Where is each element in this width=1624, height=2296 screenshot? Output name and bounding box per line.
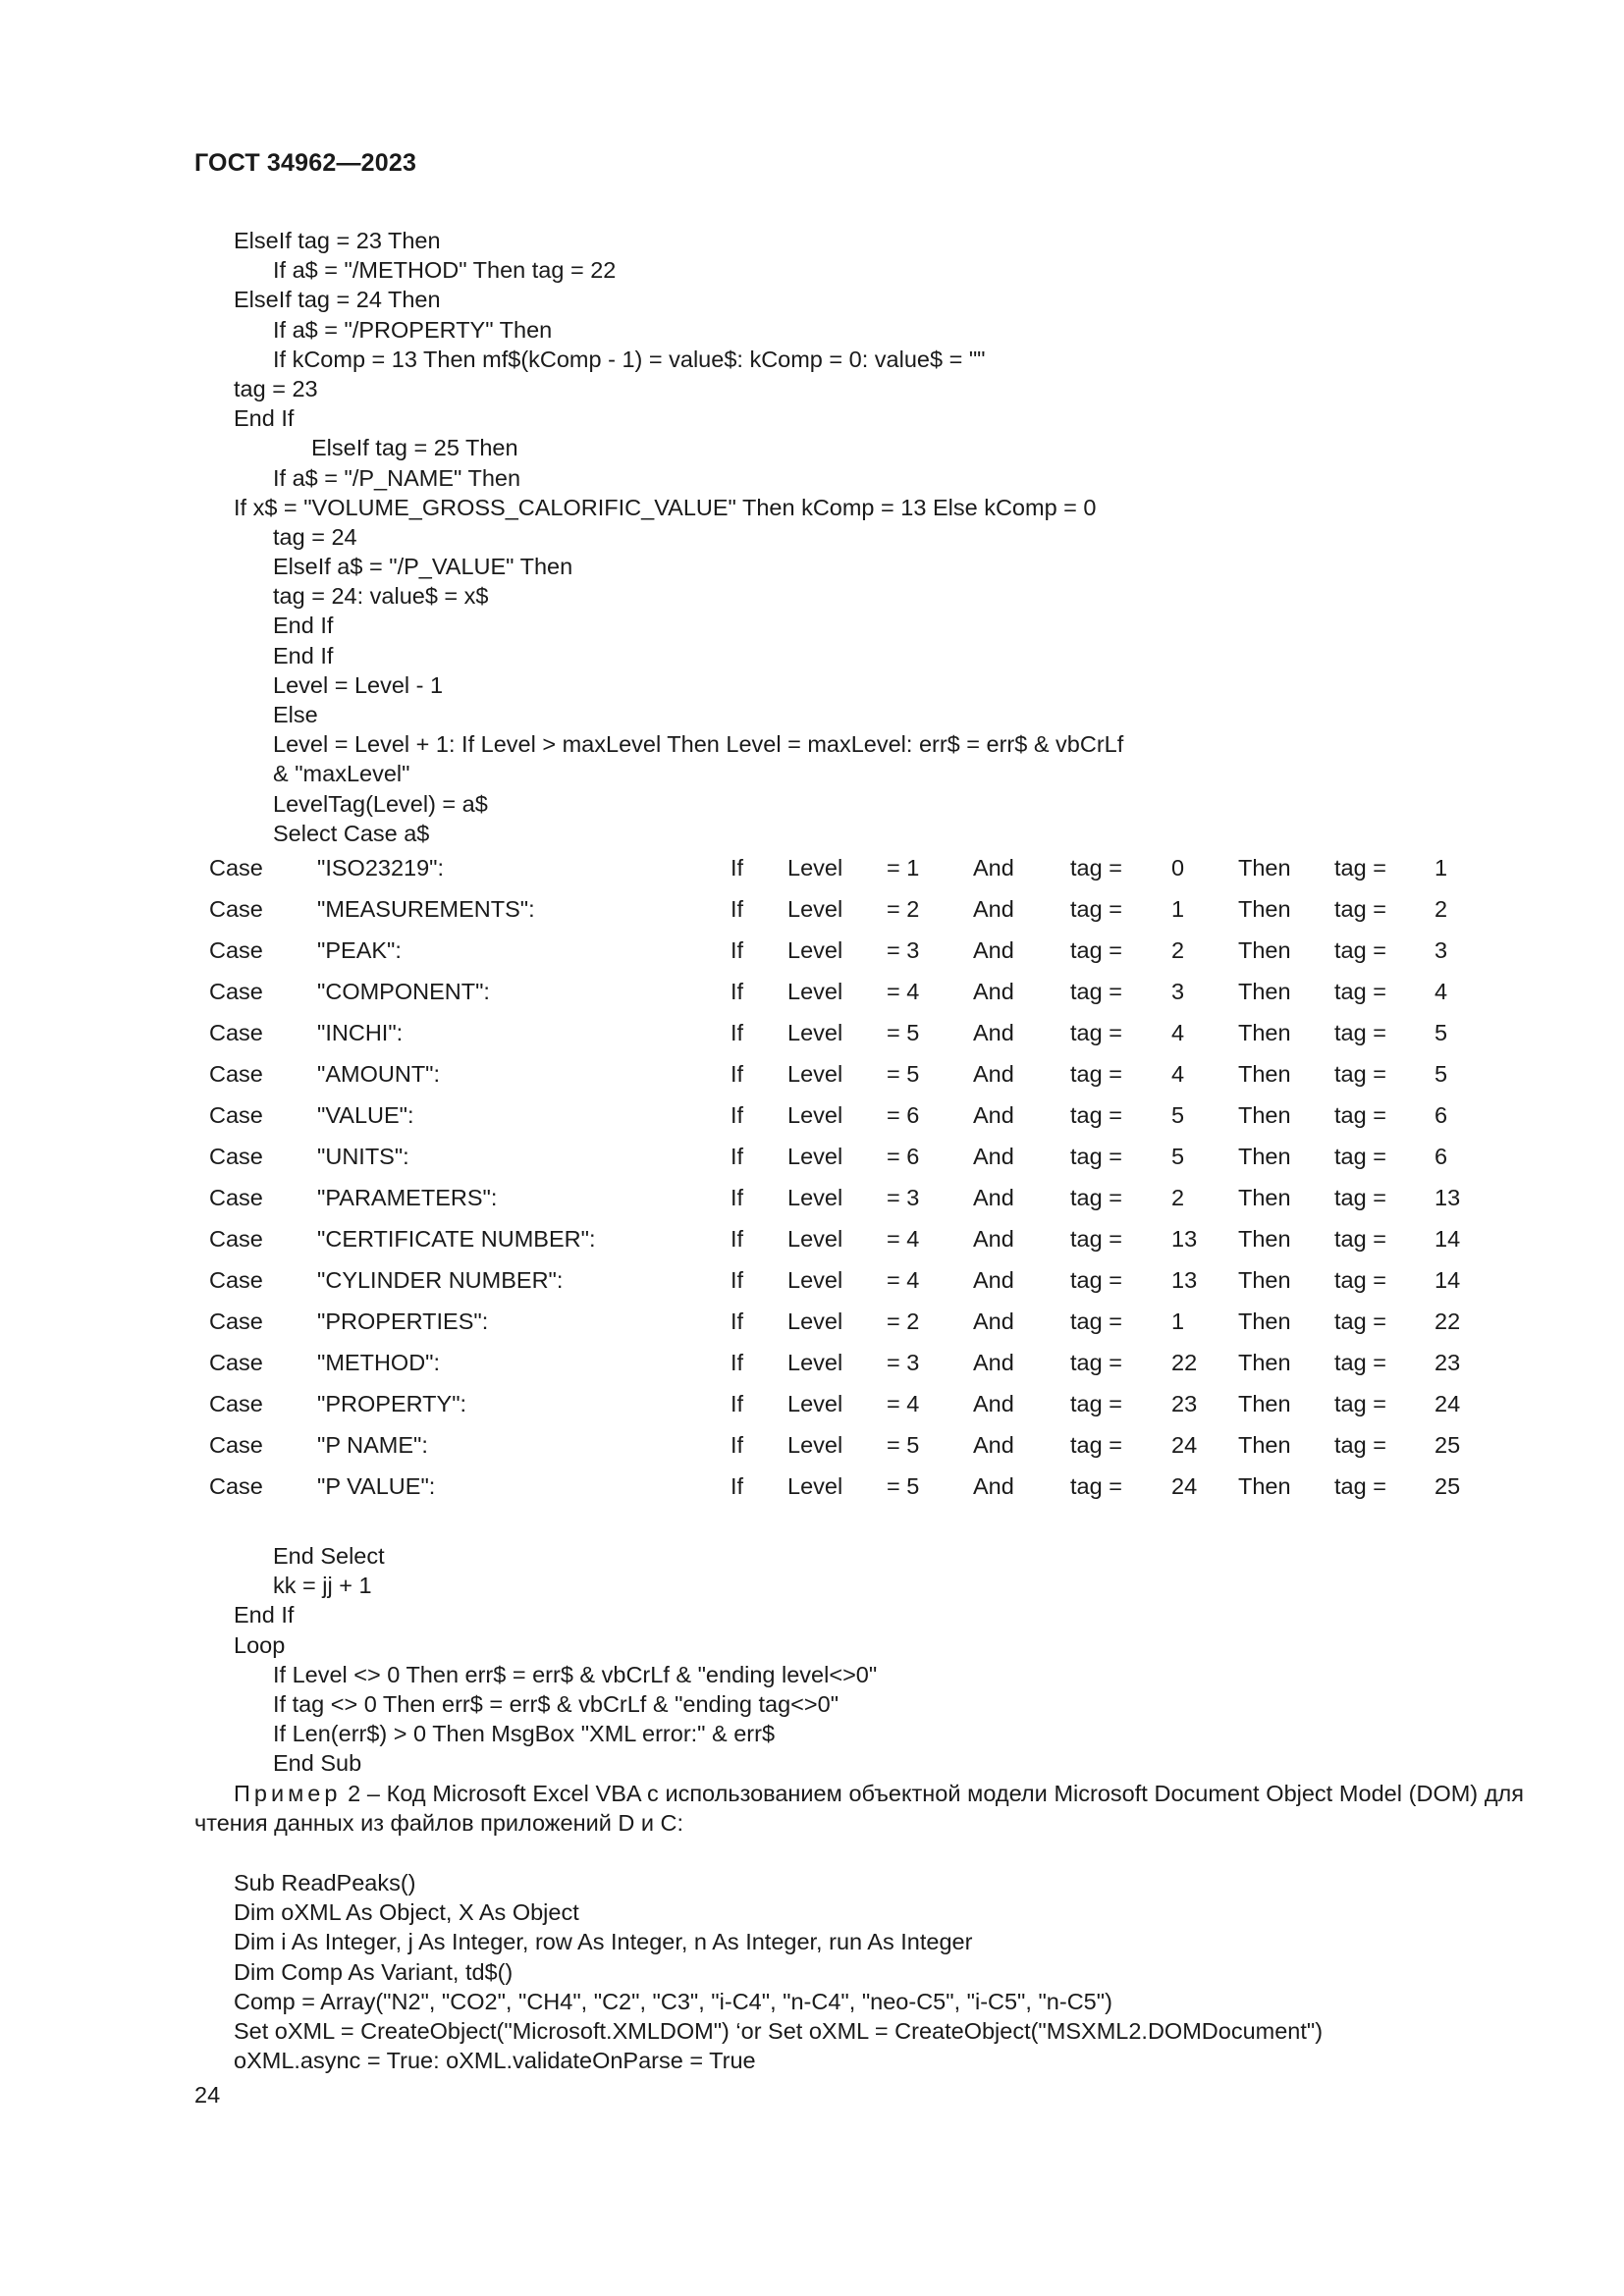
case-cell-kw: Case: [209, 1226, 263, 1252]
case-cell-tv2: 2: [1435, 896, 1448, 922]
case-cell-tag2: tag =: [1334, 1267, 1386, 1293]
case-cell-tv: 2: [1171, 1185, 1185, 1210]
case-cell-then: Then: [1238, 1061, 1291, 1087]
case-cell-level: Level: [787, 855, 843, 881]
code-line: Dim i As Integer, j As Integer, row As Integer, n As Integer, run As Integer: [234, 1929, 973, 1955]
code-line: ElseIf a$ = "/P_VALUE" Then: [273, 554, 573, 580]
case-cell-tag: tag =: [1070, 979, 1122, 1004]
case-cell-tv2: 5: [1435, 1020, 1448, 1045]
case-cell-name: "AMOUNT":: [317, 1061, 441, 1087]
case-cell-name: "P VALUE":: [317, 1473, 436, 1499]
case-row: [209, 1061, 1486, 1102]
case-cell-tag: tag =: [1070, 896, 1122, 922]
case-cell-tv: 1: [1171, 896, 1185, 922]
case-row: [209, 1267, 1486, 1308]
case-cell-and: And: [973, 1308, 1014, 1334]
case-cell-kw: Case: [209, 1391, 263, 1416]
case-cell-if: If: [731, 896, 744, 922]
case-row: [209, 1144, 1486, 1185]
case-cell-tv: 13: [1171, 1226, 1198, 1252]
case-cell-and: And: [973, 896, 1014, 922]
case-cell-tv: 0: [1171, 855, 1185, 881]
case-cell-tag: tag =: [1070, 1144, 1122, 1169]
code-line: Level = Level + 1: If Level > maxLevel Then Level = maxLevel: err$ = err$ & vbCrLf: [273, 731, 1124, 758]
case-cell-tag2: tag =: [1334, 1185, 1386, 1210]
case-cell-name: "CYLINDER NUMBER":: [317, 1267, 564, 1293]
case-cell-kw: Case: [209, 1020, 263, 1045]
case-cell-eq: = 2: [887, 1308, 920, 1334]
case-cell-and: And: [973, 1061, 1014, 1087]
case-cell-if: If: [731, 1432, 744, 1458]
example-label: Пример: [234, 1781, 342, 1806]
case-row: [209, 1432, 1486, 1473]
case-cell-tag: tag =: [1070, 1391, 1122, 1416]
case-cell-and: And: [973, 1391, 1014, 1416]
case-cell-level: Level: [787, 979, 843, 1004]
case-cell-and: And: [973, 937, 1014, 963]
case-cell-name: "PROPERTIES":: [317, 1308, 489, 1334]
case-cell-name: "MEASUREMENTS":: [317, 896, 535, 922]
case-cell-tv: 4: [1171, 1061, 1185, 1087]
case-cell-if: If: [731, 1102, 744, 1128]
case-cell-eq: = 3: [887, 1350, 920, 1375]
case-cell-kw: Case: [209, 1432, 263, 1458]
case-cell-level: Level: [787, 1267, 843, 1293]
case-cell-then: Then: [1238, 1102, 1291, 1128]
code-line: If x$ = "VOLUME_GROSS_CALORIFIC_VALUE" Then kComp = 13 Else kComp = 0: [234, 494, 1097, 520]
case-cell-then: Then: [1238, 1473, 1291, 1499]
case-cell-level: Level: [787, 937, 843, 963]
case-cell-tag: tag =: [1070, 1473, 1122, 1499]
case-cell-tag2: tag =: [1334, 1308, 1386, 1334]
case-row: [209, 1350, 1486, 1391]
case-cell-and: And: [973, 855, 1014, 881]
case-cell-level: Level: [787, 1308, 843, 1334]
case-cell-tag2: tag =: [1334, 1473, 1386, 1499]
code-line: tag = 24: value$ = x$: [273, 583, 489, 610]
case-row: [209, 1185, 1486, 1226]
case-cell-eq: = 5: [887, 1432, 920, 1458]
case-cell-then: Then: [1238, 1020, 1291, 1045]
case-cell-tv: 5: [1171, 1102, 1185, 1128]
case-cell-tv2: 3: [1435, 937, 1448, 963]
case-row: [209, 1020, 1486, 1061]
case-cell-tag2: tag =: [1334, 1350, 1386, 1375]
case-cell-tv: 2: [1171, 937, 1185, 963]
case-cell-tv2: 24: [1435, 1391, 1461, 1416]
case-cell-eq: = 1: [887, 855, 920, 881]
case-cell-and: And: [973, 1267, 1014, 1293]
case-cell-and: And: [973, 1185, 1014, 1210]
case-cell-level: Level: [787, 1102, 843, 1128]
case-cell-if: If: [731, 1020, 744, 1045]
code-line: If kComp = 13 Then mf$(kComp - 1) = value$: kComp = 0: value$ = "": [273, 346, 986, 372]
code-line: If Len(err$) > 0 Then MsgBox "XML error:" & err$: [273, 1721, 776, 1747]
case-cell-tv: 24: [1171, 1432, 1198, 1458]
case-cell-tv: 1: [1171, 1308, 1185, 1334]
case-cell-if: If: [731, 1473, 744, 1499]
code-block-1: [194, 226, 1530, 848]
case-cell-kw: Case: [209, 896, 263, 922]
case-cell-level: Level: [787, 896, 843, 922]
code-line: Sub ReadPeaks(): [234, 1870, 416, 1896]
case-cell-and: And: [973, 1432, 1014, 1458]
case-cell-name: "METHOD":: [317, 1350, 441, 1375]
case-row: [209, 1308, 1486, 1350]
case-cell-tag: tag =: [1070, 1020, 1122, 1045]
case-cell-and: And: [973, 1102, 1014, 1128]
code-line: End If: [273, 642, 334, 668]
case-cell-name: "CERTIFICATE NUMBER":: [317, 1226, 596, 1252]
case-cell-if: If: [731, 937, 744, 963]
case-cell-and: And: [973, 1350, 1014, 1375]
code-line: ElseIf tag = 23 Then: [234, 228, 441, 253]
case-cell-if: If: [731, 1308, 744, 1334]
case-cell-then: Then: [1238, 979, 1291, 1004]
case-cell-tv2: 1: [1435, 855, 1448, 881]
case-cell-name: "UNITS":: [317, 1144, 409, 1169]
case-cell-kw: Case: [209, 1185, 263, 1210]
case-cell-if: If: [731, 1391, 744, 1416]
case-cell-kw: Case: [209, 1144, 263, 1169]
case-cell-if: If: [731, 1185, 744, 1210]
code-line: Loop: [234, 1631, 286, 1658]
case-cell-tv2: 25: [1435, 1432, 1461, 1458]
case-cell-name: "VALUE":: [317, 1102, 414, 1128]
case-cell-then: Then: [1238, 1185, 1291, 1210]
case-cell-level: Level: [787, 1061, 843, 1087]
case-cell-then: Then: [1238, 937, 1291, 963]
code-line: Dim oXML As Object, X As Object: [234, 1899, 579, 1926]
case-cell-if: If: [731, 1350, 744, 1375]
document-header: ГОСТ 34962—2023: [194, 149, 417, 177]
case-cell-name: "COMPONENT":: [317, 979, 490, 1004]
case-cell-tv2: 4: [1435, 979, 1448, 1004]
case-cell-level: Level: [787, 1144, 843, 1169]
case-cell-eq: = 6: [887, 1144, 920, 1169]
case-cell-tag: tag =: [1070, 855, 1122, 881]
case-cell-name: "PROPERTY":: [317, 1391, 467, 1416]
case-cell-and: And: [973, 1020, 1014, 1045]
case-cell-tag: tag =: [1070, 1267, 1122, 1293]
case-row: [209, 1102, 1486, 1144]
case-cell-kw: Case: [209, 1267, 263, 1293]
case-cell-tag2: tag =: [1334, 1061, 1386, 1087]
case-cell-then: Then: [1238, 1308, 1291, 1334]
case-cell-tag: tag =: [1070, 1308, 1122, 1334]
case-cell-name: "ISO23219":: [317, 855, 445, 881]
code-line: oXML.async = True: oXML.validateOnParse = True: [234, 2048, 756, 2074]
case-cell-if: If: [731, 979, 744, 1004]
case-cell-level: Level: [787, 1473, 843, 1499]
case-cell-and: And: [973, 1226, 1014, 1252]
code-line: End If: [234, 405, 295, 432]
case-cell-eq: = 4: [887, 1267, 920, 1293]
case-cell-and: And: [973, 979, 1014, 1004]
case-cell-tv2: 22: [1435, 1308, 1461, 1334]
case-cell-tv2: 14: [1435, 1226, 1461, 1252]
code-line: Comp = Array("N2", "CO2", "CH4", "C2", "C3", "i-C4", "n-C4", "neo-C5", "i-C5", "n-C5"): [234, 1988, 1112, 2014]
case-cell-tv2: 5: [1435, 1061, 1448, 1087]
case-cell-then: Then: [1238, 855, 1291, 881]
case-cell-eq: = 3: [887, 937, 920, 963]
case-cell-kw: Case: [209, 1308, 263, 1334]
case-cell-tv: 3: [1171, 979, 1185, 1004]
code-line: & "maxLevel": [273, 761, 410, 787]
code-block-3: [194, 1868, 1569, 2075]
case-cell-eq: = 2: [887, 896, 920, 922]
case-cell-then: Then: [1238, 1350, 1291, 1375]
case-cell-eq: = 5: [887, 1020, 920, 1045]
case-cell-kw: Case: [209, 937, 263, 963]
code-line: LevelTag(Level) = a$: [273, 790, 488, 817]
case-cell-name: "PARAMETERS":: [317, 1185, 498, 1210]
code-line: If a$ = "/P_NAME" Then: [273, 464, 521, 491]
case-cell-tv: 23: [1171, 1391, 1198, 1416]
case-cell-tag2: tag =: [1334, 1391, 1386, 1416]
code-line: tag = 23: [234, 375, 318, 401]
case-cell-tag2: tag =: [1334, 979, 1386, 1004]
case-cell-tv: 22: [1171, 1350, 1198, 1375]
case-cell-name: "PEAK":: [317, 937, 402, 963]
case-cell-tag2: tag =: [1334, 1432, 1386, 1458]
case-cell-kw: Case: [209, 979, 263, 1004]
case-cell-tv: 5: [1171, 1144, 1185, 1169]
example-2-paragraph: [194, 1779, 1524, 1838]
code-line: ElseIf tag = 24 Then: [234, 287, 441, 313]
case-cell-eq: = 3: [887, 1185, 920, 1210]
case-cell-tag2: tag =: [1334, 1226, 1386, 1252]
case-cell-level: Level: [787, 1185, 843, 1210]
case-cell-eq: = 5: [887, 1473, 920, 1499]
case-cell-kw: Case: [209, 1350, 263, 1375]
code-line: kk = jj + 1: [273, 1573, 372, 1599]
case-row: [209, 1473, 1486, 1515]
code-line: Else: [273, 702, 318, 727]
case-cell-level: Level: [787, 1391, 843, 1416]
case-row: [209, 896, 1486, 937]
case-cell-level: Level: [787, 1226, 843, 1252]
case-cell-tag: tag =: [1070, 1185, 1122, 1210]
case-cell-then: Then: [1238, 1267, 1291, 1293]
case-cell-tag2: tag =: [1334, 937, 1386, 963]
case-cell-tv2: 6: [1435, 1144, 1448, 1169]
case-cell-name: "INCHI":: [317, 1020, 404, 1045]
case-cell-name: "P NAME":: [317, 1432, 428, 1458]
case-cell-tv2: 14: [1435, 1267, 1461, 1293]
code-line: tag = 24: [273, 523, 357, 550]
case-cell-if: If: [731, 1226, 744, 1252]
case-cell-tag2: tag =: [1334, 1102, 1386, 1128]
case-cell-tag: tag =: [1070, 1061, 1122, 1087]
code-line: ElseIf tag = 25 Then: [311, 435, 518, 461]
case-cell-tv2: 25: [1435, 1473, 1461, 1499]
code-line: End If: [234, 1602, 295, 1629]
code-line: End Select: [273, 1543, 385, 1569]
case-cell-eq: = 4: [887, 979, 920, 1004]
case-cell-tv2: 13: [1435, 1185, 1461, 1210]
code-line: If Level <> 0 Then err$ = err$ & vbCrLf & "ending level<>0": [273, 1661, 878, 1687]
case-cell-if: If: [731, 1267, 744, 1293]
case-cell-eq: = 6: [887, 1102, 920, 1128]
case-cell-tv: 13: [1171, 1267, 1198, 1293]
case-cell-and: And: [973, 1144, 1014, 1169]
code-line: If a$ = "/METHOD" Then tag = 22: [273, 257, 617, 284]
case-row: [209, 937, 1486, 979]
case-cell-then: Then: [1238, 1144, 1291, 1169]
case-cell-kw: Case: [209, 1102, 263, 1128]
case-cell-tag: tag =: [1070, 1350, 1122, 1375]
case-cell-tv2: 6: [1435, 1102, 1448, 1128]
case-cell-eq: = 4: [887, 1226, 920, 1252]
page-number: 24: [194, 2082, 221, 2108]
case-cell-level: Level: [787, 1432, 843, 1458]
code-line: Level = Level - 1: [273, 671, 444, 698]
case-cell-tv: 4: [1171, 1020, 1185, 1045]
case-cell-eq: = 5: [887, 1061, 920, 1087]
case-row: [209, 855, 1486, 896]
case-cell-then: Then: [1238, 896, 1291, 922]
case-cell-tag2: tag =: [1334, 1020, 1386, 1045]
case-cell-tv2: 23: [1435, 1350, 1461, 1375]
code-line: If a$ = "/PROPERTY" Then: [273, 316, 553, 343]
case-cell-eq: = 4: [887, 1391, 920, 1416]
code-line: Select Case a$: [273, 820, 430, 846]
case-cell-tag2: tag =: [1334, 855, 1386, 881]
code-line: Set oXML = CreateObject("Microsoft.XMLDOM") ‘or Set oXML = CreateObject("MSXML2.DOMDocument"): [234, 2017, 1324, 2044]
case-cell-tag: tag =: [1070, 1432, 1122, 1458]
case-cell-then: Then: [1238, 1226, 1291, 1252]
case-cell-then: Then: [1238, 1432, 1291, 1458]
case-cell-level: Level: [787, 1350, 843, 1375]
code-line: End If: [273, 613, 334, 639]
case-cell-if: If: [731, 1144, 744, 1169]
case-row: [209, 1391, 1486, 1432]
code-line: End Sub: [273, 1750, 362, 1777]
case-cell-level: Level: [787, 1020, 843, 1045]
case-cell-kw: Case: [209, 1061, 263, 1087]
case-cell-tag: tag =: [1070, 1102, 1122, 1128]
case-cell-and: And: [973, 1473, 1014, 1499]
case-cell-tag2: tag =: [1334, 1144, 1386, 1169]
case-cell-then: Then: [1238, 1391, 1291, 1416]
case-row: [209, 1226, 1486, 1267]
example-text: 2 – Код Microsoft Excel VBA с использованием объектной модели Microsoft Document Object Model (DOM) для чтения данных из файлов приложений D и С:: [194, 1781, 1524, 1837]
case-cell-tag2: tag =: [1334, 896, 1386, 922]
code-block-2: [194, 1541, 1530, 1779]
code-line: Dim Comp As Variant, td$(): [234, 1958, 514, 1985]
case-cell-kw: Case: [209, 1473, 263, 1499]
case-cell-tv: 24: [1171, 1473, 1198, 1499]
code-line: If tag <> 0 Then err$ = err$ & vbCrLf & "ending tag<>0": [273, 1690, 839, 1717]
case-cell-if: If: [731, 855, 744, 881]
case-cell-tag: tag =: [1070, 1226, 1122, 1252]
case-table: [209, 855, 1486, 1515]
case-cell-tag: tag =: [1070, 937, 1122, 963]
case-row: [209, 979, 1486, 1020]
case-cell-kw: Case: [209, 855, 263, 881]
case-cell-if: If: [731, 1061, 744, 1087]
